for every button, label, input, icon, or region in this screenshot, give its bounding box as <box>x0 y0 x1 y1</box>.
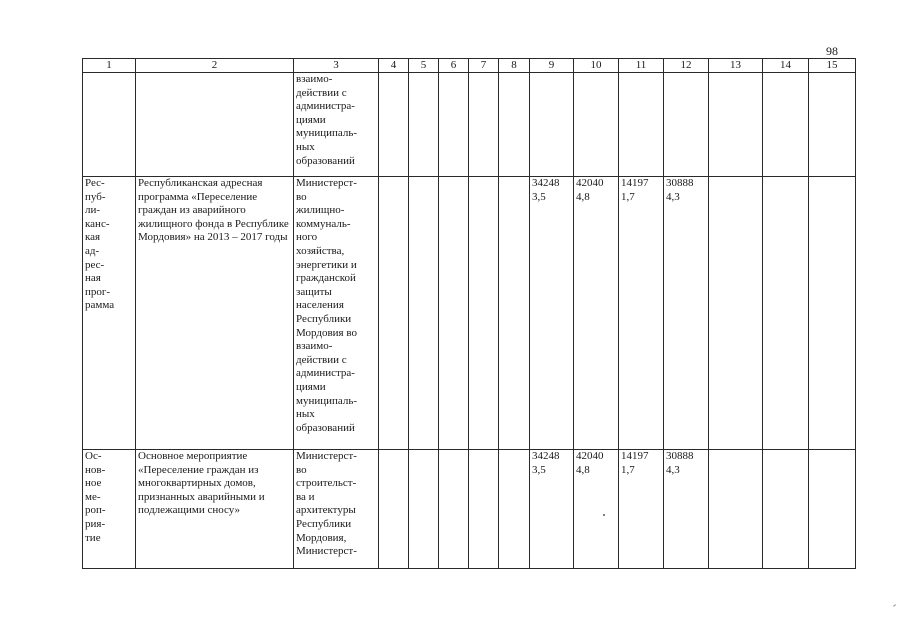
page-number: 98 <box>826 44 838 58</box>
empty-cell <box>499 73 530 177</box>
scan-speck <box>603 514 605 516</box>
column-header: 12 <box>664 59 709 73</box>
column-header: 14 <box>763 59 809 73</box>
column-header: 4 <box>379 59 409 73</box>
row-executor-cell: взаимо- действии с администра- циями муниципаль- ных образований <box>294 73 379 177</box>
table-row <box>83 73 856 177</box>
empty-cell <box>379 450 409 569</box>
column-header: 8 <box>499 59 530 73</box>
table-row <box>83 177 856 450</box>
empty-cell <box>469 177 499 450</box>
empty-cell <box>469 73 499 177</box>
column-header: 10 <box>574 59 619 73</box>
empty-cell <box>409 73 439 177</box>
value-cell: 34248 3,5 <box>530 177 574 450</box>
empty-cell <box>379 177 409 450</box>
row-name-cell: Основное мероприятие «Переселение граждан из многоквартирных домов, признанных аварийными и подлежащими сносу» <box>136 450 294 569</box>
empty-cell <box>709 450 763 569</box>
table-row <box>83 450 856 569</box>
column-header: 3 <box>294 59 379 73</box>
row-type-cell: Ос- нов- ное ме- роп- рия- тие <box>83 450 136 569</box>
empty-cell <box>409 450 439 569</box>
column-header: 1 <box>83 59 136 73</box>
value-cell: 14197 1,7 <box>619 450 664 569</box>
empty-cell <box>809 177 856 450</box>
value-cell: 14197 1,7 <box>619 177 664 450</box>
value-cell: 42040 4,8 <box>574 450 619 569</box>
empty-cell <box>763 177 809 450</box>
column-header: 2 <box>136 59 294 73</box>
value-cell: 30888 4,3 <box>664 450 709 569</box>
table-header-row <box>83 59 856 73</box>
value-cell <box>664 73 709 177</box>
row-name-cell: Республиканская адресная программа «Переселение граждан из аварийного жилищного фонда в Республике Мордовия» на 2013 – 2017 годы <box>136 177 294 450</box>
column-header: 11 <box>619 59 664 73</box>
column-header: 15 <box>809 59 856 73</box>
empty-cell <box>499 177 530 450</box>
empty-cell <box>809 73 856 177</box>
column-header: 9 <box>530 59 574 73</box>
empty-cell <box>379 73 409 177</box>
empty-cell <box>763 450 809 569</box>
value-cell <box>530 73 574 177</box>
budget-table <box>82 58 856 569</box>
empty-cell <box>409 177 439 450</box>
empty-cell <box>709 73 763 177</box>
empty-cell <box>439 450 469 569</box>
row-name-cell <box>136 73 294 177</box>
empty-cell <box>499 450 530 569</box>
column-header: 7 <box>469 59 499 73</box>
row-type-cell <box>83 73 136 177</box>
column-header: 5 <box>409 59 439 73</box>
empty-cell <box>439 73 469 177</box>
value-cell <box>619 73 664 177</box>
empty-cell <box>439 177 469 450</box>
empty-cell <box>709 177 763 450</box>
value-cell: 42040 4,8 <box>574 177 619 450</box>
value-cell: 30888 4,3 <box>664 177 709 450</box>
scan-speck <box>893 604 896 607</box>
empty-cell <box>809 450 856 569</box>
column-header: 6 <box>439 59 469 73</box>
row-executor-cell: Министерст- во строительст- ва и архитектуры Республики Мордовия, Министерст- <box>294 450 379 569</box>
value-cell: 34248 3,5 <box>530 450 574 569</box>
column-header: 13 <box>709 59 763 73</box>
row-type-cell: Рес- пуб- ли- канс- кая ад- рес- ная прог- рамма <box>83 177 136 450</box>
value-cell <box>574 73 619 177</box>
empty-cell <box>763 73 809 177</box>
row-executor-cell: Министерст- во жилищно- коммуналь- ного хозяйства, энергетики и гражданской защиты населения Республики Мордовия во взаимо- действии с администра- циями муниципаль- ных образований <box>294 177 379 450</box>
empty-cell <box>469 450 499 569</box>
